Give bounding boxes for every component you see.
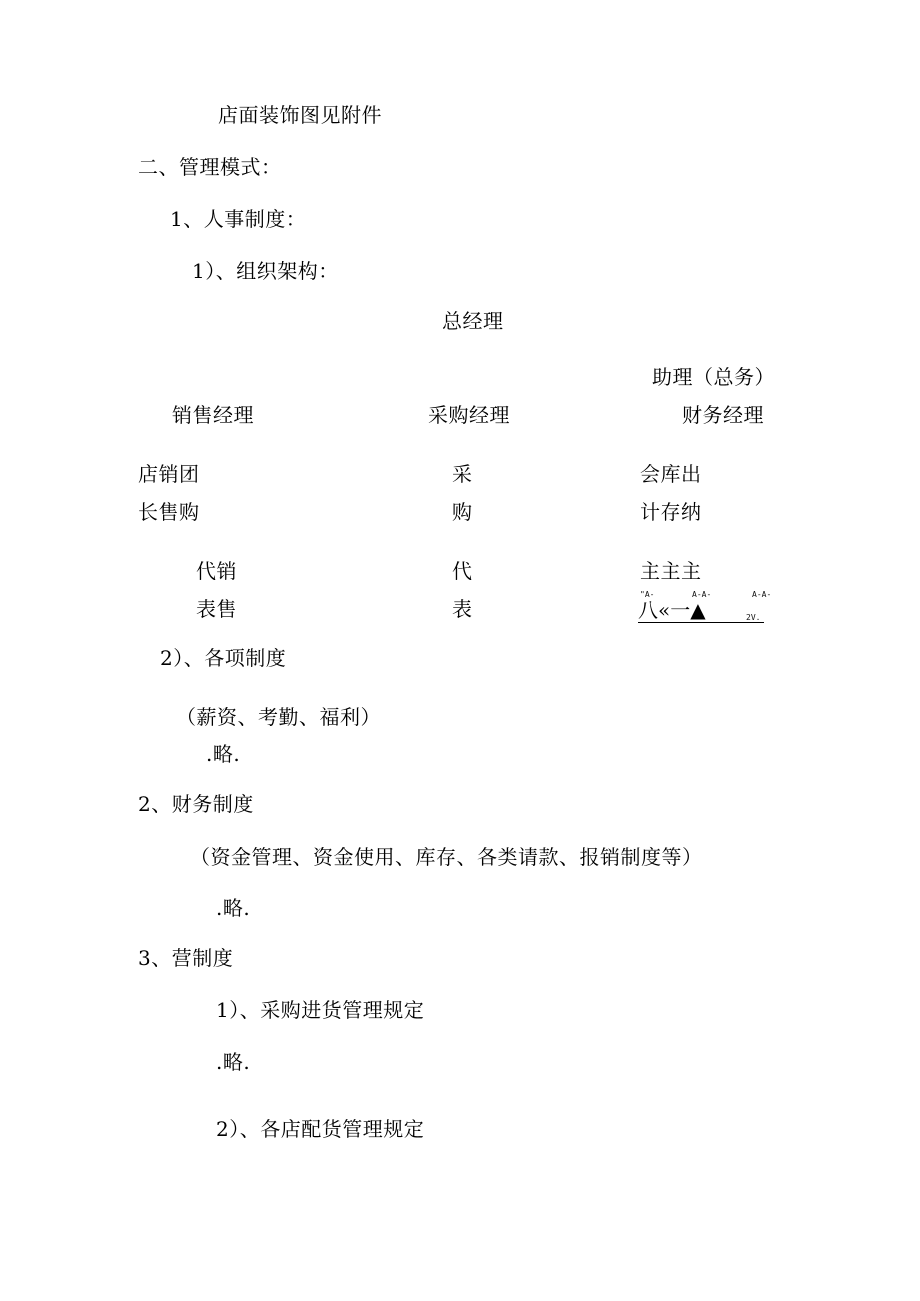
section2-title: 二、管理模式：	[138, 155, 282, 179]
org-purchase-row1: 采	[452, 462, 473, 486]
org-title: 1）、组织架构：	[192, 259, 339, 283]
org-noise-tiny1: "A-	[640, 590, 655, 599]
org-finance-manager: 财务经理	[682, 403, 764, 427]
distribution-rule: 2）、各店配货管理规定	[216, 1117, 425, 1141]
org-noise-underline	[638, 622, 764, 623]
org-finance-row3: 主主主	[640, 559, 702, 583]
org-finance-row1: 会库出	[640, 462, 702, 486]
org-top: 总经理	[442, 309, 504, 333]
org-noise-tiny2: A-A-	[692, 590, 712, 599]
purchase-rule: 1）、采购进货管理规定	[216, 998, 425, 1022]
rules-scope: （薪资、考勤、福利）	[176, 705, 381, 729]
org-purchase-row3: 代	[452, 559, 473, 583]
org-sales-row1: 店销团	[138, 462, 200, 486]
org-purchase-row4: 表	[452, 597, 473, 621]
org-sales-row2: 长售购	[138, 500, 200, 524]
org-sales-manager: 销售经理	[172, 403, 254, 427]
decor-note: 店面装饰图见附件	[218, 103, 382, 127]
finance-omit: .略.	[216, 896, 251, 920]
finance-scope: （资金管理、资金使用、库存、各类请款、报销制度等）	[190, 845, 703, 869]
purchase-omit: .略.	[216, 1050, 251, 1074]
org-noise-tiny3: A-A-	[752, 590, 772, 599]
org-noise-glyphs: 八«一▲	[638, 598, 706, 622]
org-finance-row2: 计存纳	[640, 500, 702, 524]
org-noise-tiny4: 2V.	[746, 613, 761, 622]
org-sales-row4: 表售	[196, 597, 237, 621]
org-purchase-row2: 购	[452, 500, 473, 524]
finance-title: 2、财务制度	[138, 792, 254, 816]
org-sales-row3: 代销	[196, 559, 237, 583]
org-purchase-manager: 采购经理	[428, 403, 510, 427]
ops-title: 3、营制度	[138, 946, 234, 970]
rules-omit: .略.	[206, 742, 241, 766]
org-assistant: 助理（总务）	[652, 365, 775, 389]
rules-title: 2）、各项制度	[160, 646, 287, 670]
hr-title: 1、人事制度：	[170, 207, 307, 231]
